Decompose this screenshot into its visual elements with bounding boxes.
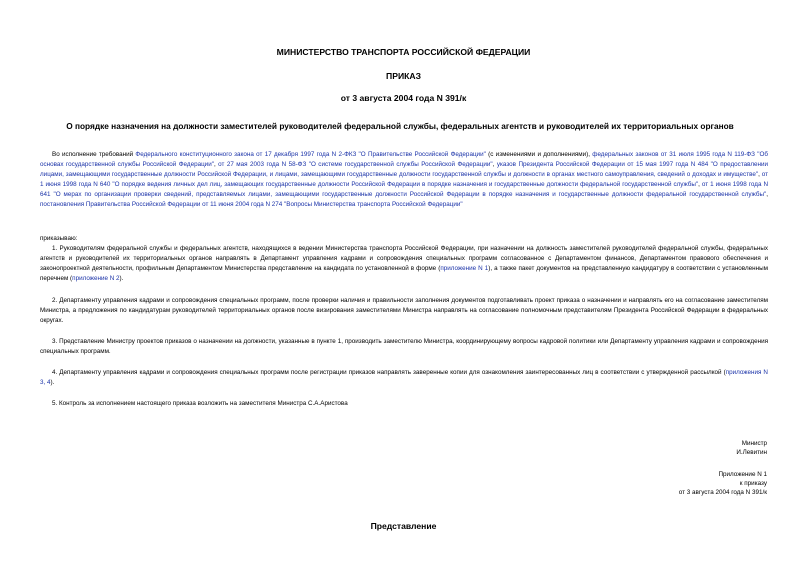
link-postanovlenie-274[interactable]: постановления Правительства Российской Федерации от 11 июня 2004 года N 274 "Вопросы Министерства транспорта Российской Федерации" (40, 201, 463, 208)
section-heading: Представление (370, 521, 437, 531)
item-text: ). (119, 275, 124, 282)
item-text: 4. Департаменту управления кадрами и сопровождения специальных программ после регистрации приказов направлять заверенные копии для ознакомления заинтересованных лиц в соответствии с утвержденной рассылкой ( (52, 369, 726, 376)
ministry-heading: МИНИСТЕРСТВО ТРАНСПОРТА РОССИЙСКОЙ ФЕДЕРАЦИИ (276, 47, 531, 57)
doc-type-heading: ПРИКАЗ (386, 71, 421, 81)
order-item-3: 3. Представление Министру проектов приказов о назначении на должности, указанные в пункте 1, производить заместителю Министра, координирующему вопросы кадровой политики или Департаменту управления кадрами и сопровождения специальных программ. (40, 338, 768, 355)
link-appendix-1[interactable]: приложение N 1 (440, 265, 489, 272)
link-appendix-3-4[interactable]: приложения N 3, 4 (40, 369, 768, 386)
order-item-5: 5. Контроль за исполнением настоящего приказа возложить на заместителя Министра С.А.Аристова (52, 400, 348, 407)
intro-text: Во исполнение требований (52, 151, 136, 158)
order-item-2: 2. Департаменту управления кадрами и сопровождения специальных программ, после проверки наличия и правильности заполнения документов подготавливать проект приказа о назначении и направлять его на согласование заместителям Министра, а предложения по кандидатурам руководителей территориальных органов после визирования заместителями Министра направлять на согласование полномочным представителям Президента Российской Федерации в федеральных округах. (40, 297, 768, 324)
order-word: приказываю: (40, 235, 78, 242)
intro-text: , (698, 181, 702, 188)
signature-name: И.Левитин (736, 449, 767, 456)
appendix-to: к приказу (739, 480, 767, 487)
link-fkz-2[interactable]: Федерального конституционного закона от 17 декабря 1997 года N 2-ФКЗ "О Правительстве Российской Федерации" (135, 151, 486, 158)
link-fz-119[interactable]: федеральных законов от 31 июля 1995 года N 119-ФЗ "Об основах государственной службы Российской Федерации" (40, 151, 768, 168)
link-fz-58[interactable]: от 27 мая 2003 года N 58-ФЗ "О системе государственной службы Российской Федерации" (218, 161, 493, 168)
item-text: ). (50, 379, 55, 386)
intro-paragraph (40, 150, 768, 210)
doc-date-number: от 3 августа 2004 года N 391/к (340, 93, 467, 103)
signature-position: Министр (741, 440, 767, 447)
appendix-ref: от 3 августа 2004 года N 391/к (678, 489, 767, 496)
appendix-label: Приложение N 1 (718, 471, 767, 478)
document-title: О порядке назначения на должности заместителей руководителей федеральной службы, федеральных агентств и руководителей их территориальных органов (66, 121, 734, 131)
signature-block (736, 439, 767, 457)
link-ukaz-641[interactable]: от 1 июня 1998 года N 641 "О мерах по организации проверки сведений, представляемых лицами, замещающими государственные должности Российской Федерации в порядке назначения и государственные должности федеральной государственной службы" (40, 181, 768, 198)
intro-text: , (213, 161, 219, 168)
item-text: ), а также пакет документов на представленную кандидатуру в соответствии с установленным перечнем ( (40, 265, 768, 282)
intro-text: , (492, 161, 497, 168)
order-item-4 (40, 368, 768, 388)
intro-text: , (758, 171, 762, 178)
link-appendix-2[interactable]: приложение N 2 (72, 275, 120, 282)
link-ukaz-484[interactable]: указов Президента Российской Федерации от 15 мая 1997 года N 484 "О предоставлении лицами, замещающими государственные должности Российской Федерации, и лицами, замещающими государственные должности государственной службы и должности в органах местного самоуправления, сведений о доходах и имуществе" (40, 161, 769, 178)
intro-text: , (766, 191, 768, 198)
appendix-header (679, 470, 767, 497)
item-text: 1. Руководителям федеральной службы и федеральных агентств, находящихся в ведении Министерства транспорта Российской Федерации, при назначении на должность заместителей руководителей федеральной службы, федеральных агентств и руководителей их территориальных органов направлять в Департамент управления кадрами и сопровождения специальных программ согласованное с Департаментом финансов, Департаментом правового обеспечения и законопроектной деятельности, профильным Департаментом Министерства представление на кандидата по установленной в форме ( (40, 245, 768, 272)
link-ukaz-640[interactable]: от 1 июня 1998 года N 640 "О порядке ведения личных дел лиц, замещающих государственные должности Российской Федерации в порядке назначения и государственные должности федеральной государственной службы" (40, 171, 768, 188)
intro-text: (с изменениями и дополнениями), (485, 151, 593, 158)
order-item-1 (40, 244, 768, 284)
